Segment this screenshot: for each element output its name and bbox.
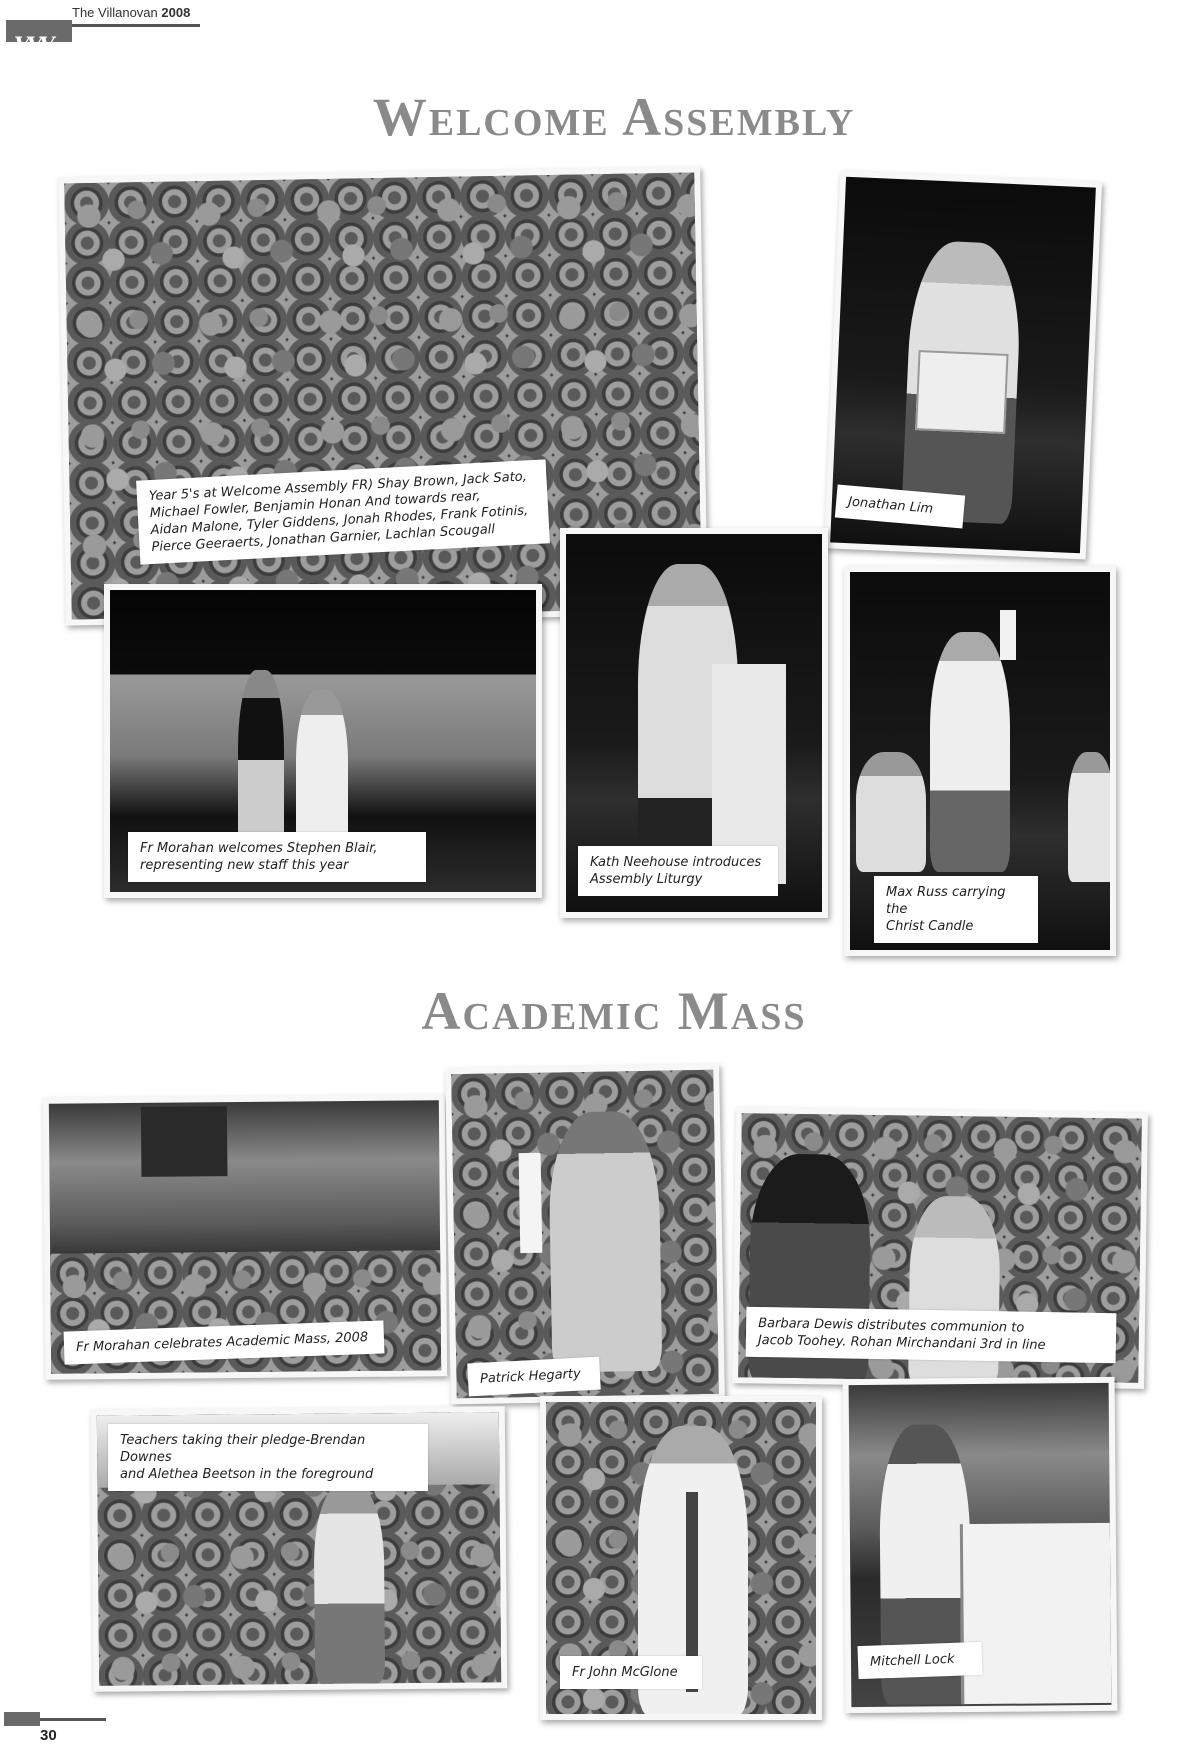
welcome-assembly-title: Welcome Assembly [372, 87, 856, 147]
academic-mass-title: Academic Mass [421, 981, 807, 1041]
caption-mitchell-lock: Mitchell Lock [857, 1642, 982, 1679]
header-rule [72, 24, 200, 27]
logo-mark-icon: VVV [14, 32, 52, 56]
caption-barbara-dewis: Barbara Dewis distributes communion to Jacob Toohey. Rohan Mirchandani 3rd in line [746, 1307, 1117, 1363]
caption-jonathan-lim: Jonathan Lim [835, 484, 965, 528]
publication-title [72, 5, 190, 20]
villanova-logo [6, 20, 72, 56]
caption-kath-neehouse: Kath Neehouse introduces Assembly Liturgy [578, 846, 778, 896]
footer-rule [40, 1718, 106, 1721]
caption-teachers-pledge: Teachers taking their pledge-Brendan Downes and Alethea Beetson in the foreground [108, 1424, 428, 1491]
caption-patrick-hegarty: Patrick Hegarty [467, 1357, 601, 1397]
publication-name: The Villanovan [72, 5, 158, 20]
photo-patrick-hegarty [445, 1064, 725, 1405]
caption-morahan-welcome: Fr Morahan welcomes Stephen Blair, representing new staff this year [128, 832, 426, 882]
caption-year5: Year 5's at Welcome Assembly FR) Shay Brown, Jack Sato, Michael Fowler, Benjamin Honan And towards rear, Aidan Malone, Tyler Giddens, Jonah Rhodes, Frank Fotinis, Pierce Geeraerts, Jonathan Garnier, Lachlan Scougall [136, 459, 550, 564]
caption-max-russ: Max Russ carrying the Christ Candle [874, 876, 1038, 943]
caption-academic-mass: Fr Morahan celebrates Academic Mass, 2008 [64, 1320, 385, 1364]
page-footer [0, 1710, 110, 1750]
publication-year: 2008 [161, 5, 191, 20]
page-header [0, 0, 200, 56]
footer-logo-icon [4, 1712, 40, 1726]
caption-john-mcglone: Fr John McGlone [560, 1656, 702, 1689]
page-number: 30 [40, 1727, 57, 1744]
